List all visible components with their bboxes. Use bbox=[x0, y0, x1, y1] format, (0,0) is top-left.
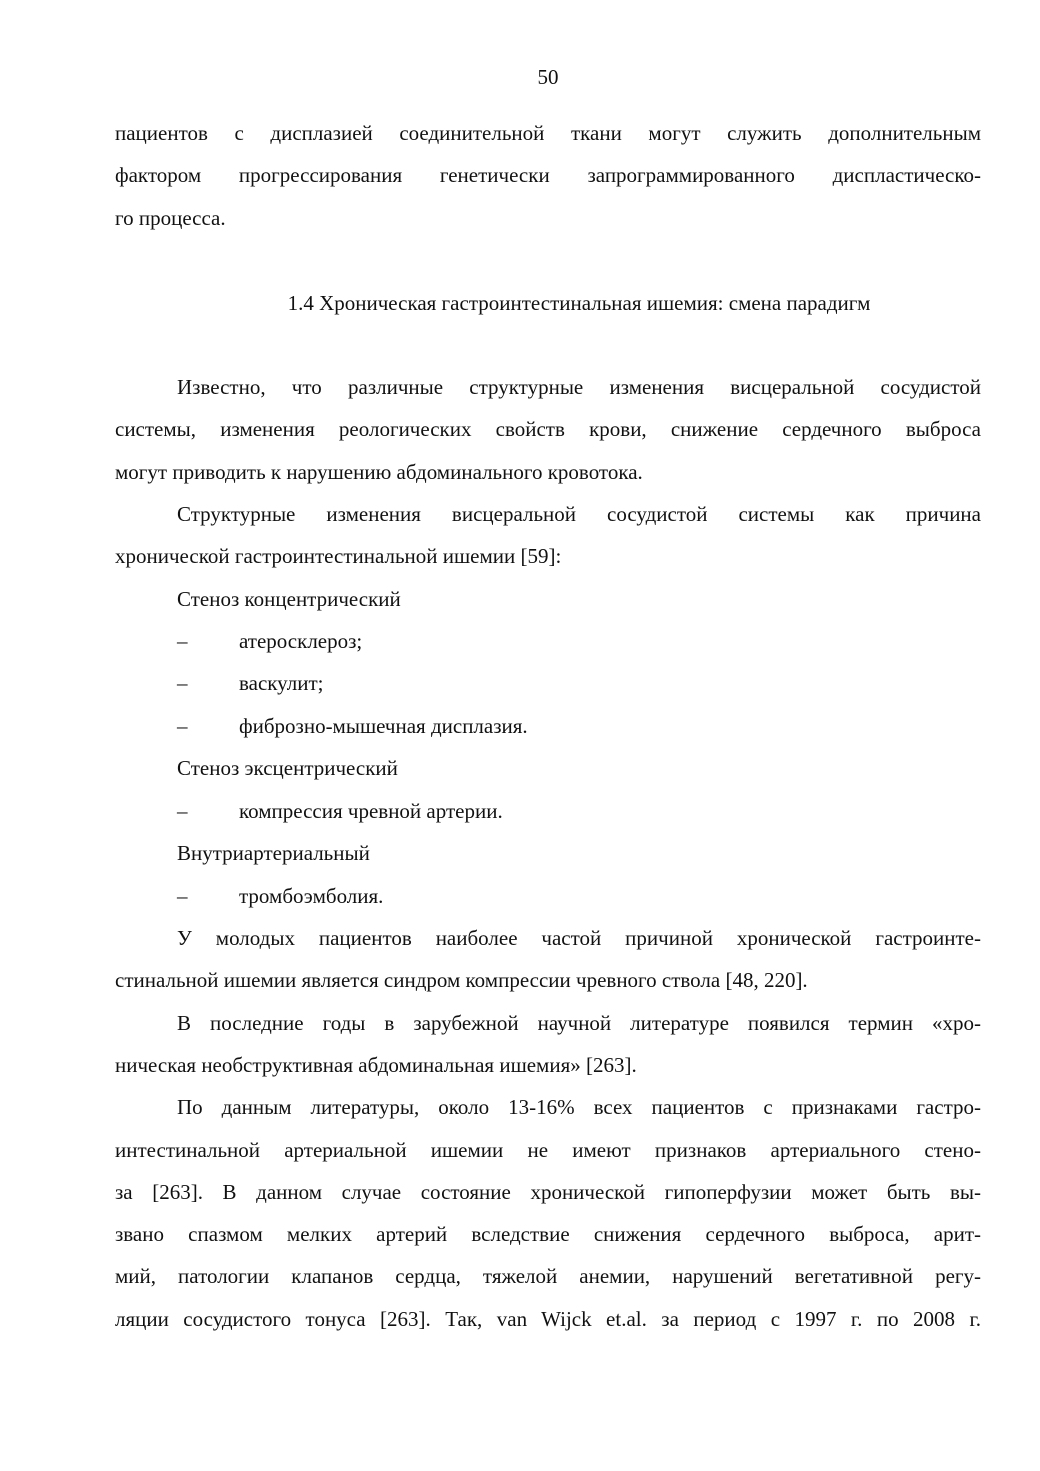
list-item-text: васкулит; bbox=[239, 671, 324, 696]
list-item-text: компрессия чревной артерии. bbox=[239, 798, 503, 823]
list-group-concentric bbox=[115, 578, 981, 748]
text-line: По данным литературы, около 13-16% всех пациентов с признаками гастро- bbox=[177, 1095, 981, 1120]
text-line: интестинальной артериальной ишемии не имеют признаков артериального стено- bbox=[115, 1137, 981, 1162]
list-group-title: Стеноз эксцентрический bbox=[177, 756, 398, 781]
text-line: могут приводить к нарушению абдоминального кровотока. bbox=[115, 459, 643, 484]
text-line: хронической гастроинтестинальной ишемии [59]: bbox=[115, 544, 562, 569]
list-item-text: фиброзно-мышечная дисплазия. bbox=[239, 713, 528, 738]
paragraph-5 bbox=[115, 1086, 981, 1340]
list-dash: – bbox=[177, 671, 188, 696]
paragraph-2 bbox=[115, 493, 981, 578]
list-dash: – bbox=[177, 798, 188, 823]
list-group-intraarterial bbox=[115, 832, 981, 917]
text-line: мий, патологии клапанов сердца, тяжелой анемии, нарушений вегетативной регу- bbox=[115, 1264, 981, 1289]
list-item-text: тромбоэмболия. bbox=[239, 883, 384, 908]
list-dash: – bbox=[177, 628, 188, 653]
paragraph-3 bbox=[115, 917, 981, 1002]
text-line: звано спазмом мелких артерий вследствие снижения сердечного выброса, арит- bbox=[115, 1222, 981, 1247]
list-dash: – bbox=[177, 713, 188, 738]
paragraph-intro bbox=[115, 112, 981, 239]
text-line: фактором прогрессирования генетически запрограммированного диспластическо- bbox=[115, 163, 981, 188]
section-heading: 1.4 Хроническая гастроинтестинальная ишемия: смена парадигм bbox=[287, 290, 871, 315]
document-body bbox=[115, 112, 981, 1340]
list-item bbox=[115, 662, 981, 705]
text-line: стинальной ишемии является синдром компрессии чревного ствола [48, 220]. bbox=[115, 968, 808, 993]
list-dash: – bbox=[177, 883, 188, 908]
text-line: го процесса. bbox=[115, 205, 226, 230]
page-number: 50 bbox=[537, 65, 559, 89]
list-group-title: Стеноз концентрический bbox=[177, 586, 401, 611]
list-group-eccentric bbox=[115, 747, 981, 832]
paragraph-4 bbox=[115, 1002, 981, 1087]
list-item bbox=[115, 875, 981, 918]
text-line: ляции сосудистого тонуса [263]. Так, van Wijck et.al. за период с 1997 г. по 2008 г. bbox=[115, 1306, 981, 1331]
text-line: за [263]. В данном случае состояние хронической гипоперфузии может быть вы- bbox=[115, 1179, 981, 1204]
list-item bbox=[115, 790, 981, 833]
text-line: ническая необструктивная абдоминальная ишемия» [263]. bbox=[115, 1052, 637, 1077]
list-item-text: атеросклероз; bbox=[239, 628, 363, 653]
list-group-title: Внутриартериальный bbox=[177, 841, 370, 866]
text-line: Известно, что различные структурные изменения висцеральной сосудистой bbox=[177, 375, 981, 400]
text-line: системы, изменения реологических свойств крови, снижение сердечного выброса bbox=[115, 417, 981, 442]
text-line: В последние годы в зарубежной научной литературе появился термин «хро- bbox=[177, 1010, 981, 1035]
text-line: пациентов с дисплазией соединительной ткани могут служить дополнительным bbox=[115, 121, 981, 145]
list-item bbox=[115, 705, 981, 748]
text-line: У молодых пациентов наиболее частой причиной хронической гастроинте- bbox=[177, 926, 981, 951]
paragraph-1 bbox=[115, 366, 981, 493]
text-line: Структурные изменения висцеральной сосудистой системы как причина bbox=[177, 502, 981, 527]
list-item bbox=[115, 620, 981, 663]
